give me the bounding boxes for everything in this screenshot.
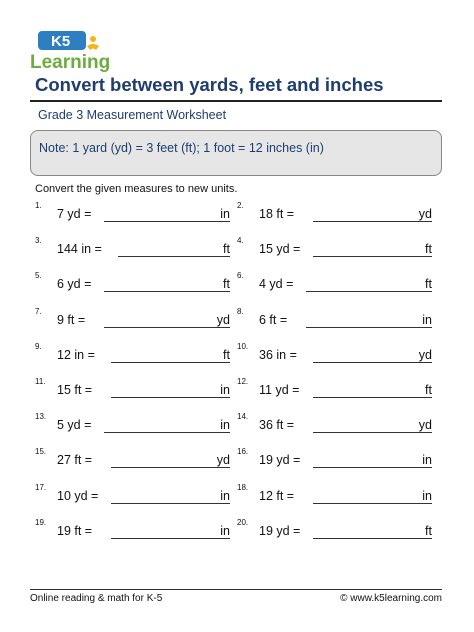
problem-number: 1. <box>35 201 42 210</box>
problem-unit: ft <box>223 277 230 291</box>
problem-question: 15 yd = <box>259 242 301 256</box>
problem-number: 18. <box>237 483 249 492</box>
problem-number: 8. <box>237 307 244 316</box>
problem-unit: ft <box>425 524 432 538</box>
answer-blank[interactable] <box>104 291 230 292</box>
answer-blank[interactable] <box>104 327 230 328</box>
problem-number: 17. <box>35 483 47 492</box>
problem-unit: yd <box>418 418 432 432</box>
answer-blank[interactable] <box>313 467 432 468</box>
problem-item <box>237 518 434 542</box>
problem-question: 19 yd = <box>259 524 301 538</box>
problem-number: 4. <box>237 236 244 245</box>
conversion-note-box: Note: 1 yard (yd) = 3 feet (ft); 1 foot = 12 inches (in) <box>30 130 442 176</box>
problem-question: 11 yd = <box>259 383 300 397</box>
answer-blank[interactable] <box>313 397 432 398</box>
answer-blank[interactable] <box>118 256 230 257</box>
problem-item <box>237 377 434 401</box>
problem-unit: in <box>422 453 432 467</box>
problem-item <box>35 447 232 471</box>
problem-question: 27 ft = <box>57 453 93 467</box>
problem-item <box>237 483 434 507</box>
problem-number: 10. <box>237 342 249 351</box>
problem-number: 13. <box>35 412 47 421</box>
problem-unit: in <box>422 313 432 327</box>
problem-question: 9 ft = <box>57 313 86 327</box>
problem-question: 144 in = <box>57 242 102 256</box>
problem-unit: ft <box>425 383 432 397</box>
problem-question: 12 ft = <box>259 489 295 503</box>
answer-blank[interactable] <box>104 221 230 222</box>
problem-unit: ft <box>425 242 432 256</box>
problem-question: 4 yd = <box>259 277 294 291</box>
problem-question: 19 yd = <box>259 453 301 467</box>
problem-unit: in <box>220 524 230 538</box>
problem-unit: ft <box>223 242 230 256</box>
problem-item <box>35 377 232 401</box>
problem-item <box>35 342 232 366</box>
problem-unit: yd <box>418 207 432 221</box>
footer-divider <box>30 589 442 590</box>
problem-question: 12 in = <box>57 348 95 362</box>
problem-unit: yd <box>216 453 230 467</box>
problem-number: 19. <box>35 518 47 527</box>
problem-unit: in <box>422 489 432 503</box>
answer-blank[interactable] <box>313 221 432 222</box>
problem-item <box>237 201 434 225</box>
problem-question: 19 ft = <box>57 524 93 538</box>
problem-number: 5. <box>35 271 42 280</box>
problem-item <box>237 342 434 366</box>
problem-number: 15. <box>35 447 47 456</box>
worksheet-subtitle: Grade 3 Measurement Worksheet <box>38 108 227 122</box>
problem-item <box>237 236 434 260</box>
problem-number: 11. <box>35 377 46 386</box>
page-title: Convert between yards, feet and inches <box>35 74 384 95</box>
problem-question: 7 yd = <box>57 207 92 221</box>
answer-blank[interactable] <box>313 538 432 539</box>
problem-number: 7. <box>35 307 42 316</box>
problem-number: 16. <box>237 447 249 456</box>
answer-blank[interactable] <box>313 362 432 363</box>
footer-tagline: Online reading & math for K-5 <box>30 593 163 604</box>
problem-question: 6 ft = <box>259 313 288 327</box>
answer-blank[interactable] <box>111 362 230 363</box>
problem-item <box>35 483 232 507</box>
problem-item <box>35 271 232 295</box>
svg-text:K5: K5 <box>51 33 71 50</box>
answer-blank[interactable] <box>306 291 432 292</box>
problem-number: 3. <box>35 236 42 245</box>
answer-blank[interactable] <box>104 432 230 433</box>
problem-item <box>237 412 434 436</box>
footer-website: © www.k5learning.com <box>340 593 442 604</box>
problem-item <box>35 236 232 260</box>
answer-blank[interactable] <box>313 432 432 433</box>
answer-blank[interactable] <box>313 256 432 257</box>
problem-item <box>237 307 434 331</box>
problem-unit: yd <box>216 313 230 327</box>
answer-blank[interactable] <box>111 397 230 398</box>
instruction-text: Convert the given measures to new units. <box>35 183 238 195</box>
title-divider <box>30 100 442 102</box>
answer-blank[interactable] <box>111 503 230 504</box>
answer-blank[interactable] <box>111 467 230 468</box>
problem-unit: ft <box>425 277 432 291</box>
problem-question: 36 ft = <box>259 418 295 432</box>
problem-item <box>35 201 232 225</box>
problem-question: 5 yd = <box>57 418 92 432</box>
svg-text:Learning: Learning <box>30 52 111 72</box>
problem-unit: in <box>220 207 230 221</box>
problem-unit: yd <box>418 348 432 362</box>
problem-unit: in <box>220 383 230 397</box>
answer-blank[interactable] <box>313 503 432 504</box>
problem-number: 20. <box>237 518 249 527</box>
problem-unit: ft <box>223 348 230 362</box>
answer-blank[interactable] <box>111 538 230 539</box>
problem-unit: in <box>220 418 230 432</box>
problem-question: 15 ft = <box>57 383 93 397</box>
problem-question: 10 yd = <box>57 489 99 503</box>
answer-blank[interactable] <box>306 327 432 328</box>
problem-item <box>237 447 434 471</box>
problem-question: 36 in = <box>259 348 297 362</box>
problem-number: 9. <box>35 342 42 351</box>
problem-question: 18 ft = <box>259 207 295 221</box>
problem-unit: in <box>220 489 230 503</box>
k5-learning-logo <box>30 30 120 72</box>
problem-item <box>35 307 232 331</box>
problem-number: 6. <box>237 271 244 280</box>
problem-number: 2. <box>237 201 244 210</box>
problem-item <box>35 412 232 436</box>
problem-number: 14. <box>237 412 249 421</box>
problem-question: 6 yd = <box>57 277 92 291</box>
problem-number: 12. <box>237 377 249 386</box>
problem-item <box>35 518 232 542</box>
problem-item <box>237 271 434 295</box>
